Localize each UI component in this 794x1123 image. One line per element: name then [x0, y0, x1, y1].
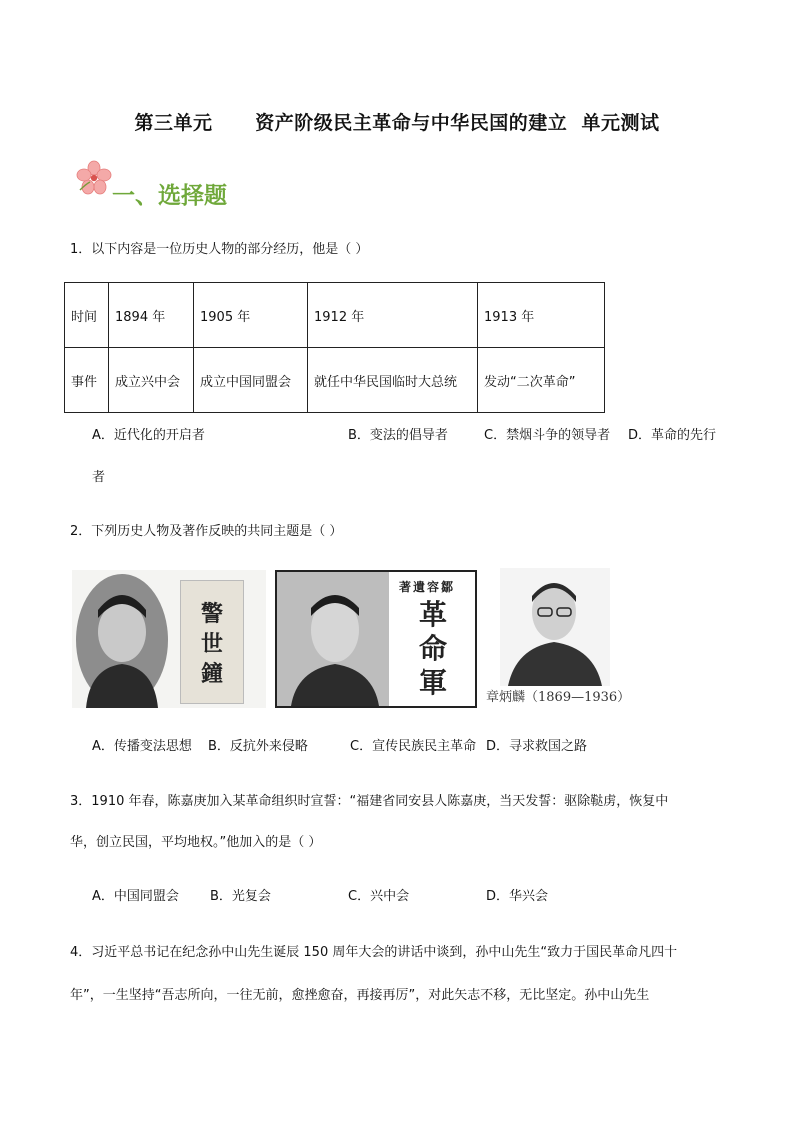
events-table [64, 282, 605, 413]
q3-option-b: B．光复会 [210, 889, 271, 904]
section-heading: 一、选择题 [112, 183, 227, 209]
portrait-and-book2-image [275, 570, 477, 708]
page-title: 第三单元 资产阶级民主革命与中华民国的建立 单元测试 [134, 112, 660, 134]
book-title: 警世鐘 [200, 601, 223, 687]
table-cell: 1913 年 [478, 283, 605, 348]
portrait-caption: 章炳麟（1869—1936） [486, 690, 631, 705]
table-cell: 发动“二次革命” [478, 348, 605, 413]
q1-option-d: D．革命的先行 [628, 428, 717, 443]
portrait-photo [277, 572, 389, 706]
question-2-stem: 2．下列历史人物及著作反映的共同主题是（ ） [70, 524, 343, 539]
q2-option-a: A．传播变法思想 [92, 739, 192, 754]
table-row [65, 283, 605, 348]
question-4-line-1: 4．习近平总书记在纪念孙中山先生诞辰 150 周年大会的讲话中谈到，孙中山先生“致力于国民革命凡四十 [70, 945, 678, 960]
table-cell: 成立兴中会 [109, 348, 194, 413]
table-cell: 就任中华民国临时大总统 [308, 348, 478, 413]
table-cell: 事件 [65, 348, 109, 413]
q1-option-a: A．近代化的开启者 [92, 428, 205, 443]
q2-option-d: D．寻求救国之路 [486, 739, 588, 754]
q3-option-d: D．华兴会 [486, 889, 549, 904]
book-cover [180, 580, 244, 704]
table-cell: 成立中国同盟会 [194, 348, 308, 413]
portrait-and-book-image [72, 570, 266, 708]
q2-option-c: C．宣传民族民主革命 [350, 739, 477, 754]
question-3-line-2: 华，创立民国，平均地权。”他加入的是（ ） [70, 835, 322, 850]
q3-option-c: C．兴中会 [348, 889, 410, 904]
book-title: 革命軍 [418, 598, 447, 699]
portrait-photo [500, 568, 610, 686]
table-cell: 1894 年 [109, 283, 194, 348]
q1-option-b: B．变法的倡导者 [348, 428, 448, 443]
question-4-line-2: 年”，一生坚持“吾志所向，一往无前，愈挫愈奋，再接再厉”，对此矢志不移，无比坚定。孙中山先生 [70, 988, 650, 1003]
book-header: 著遺容鄒 [399, 580, 456, 594]
table-cell: 时间 [65, 283, 109, 348]
table-cell: 1912 年 [308, 283, 478, 348]
question-3-line-1: 3．1910 年春，陈嘉庚加入某革命组织时宣誓：“福建省同安县人陈嘉庚，当天发誓：驱除鞑虏，恢复中 [70, 794, 669, 809]
q1-option-d-continued: 者 [92, 470, 106, 485]
table-cell: 1905 年 [194, 283, 308, 348]
q2-option-b: B．反抗外来侵略 [208, 739, 308, 754]
flower-icon [76, 160, 112, 196]
question-1-stem: 1．以下内容是一位历史人物的部分经历，他是（ ） [70, 242, 369, 257]
q3-option-a: A．中国同盟会 [92, 889, 179, 904]
q1-option-c: C．禁烟斗争的领导者 [484, 428, 611, 443]
table-row [65, 348, 605, 413]
